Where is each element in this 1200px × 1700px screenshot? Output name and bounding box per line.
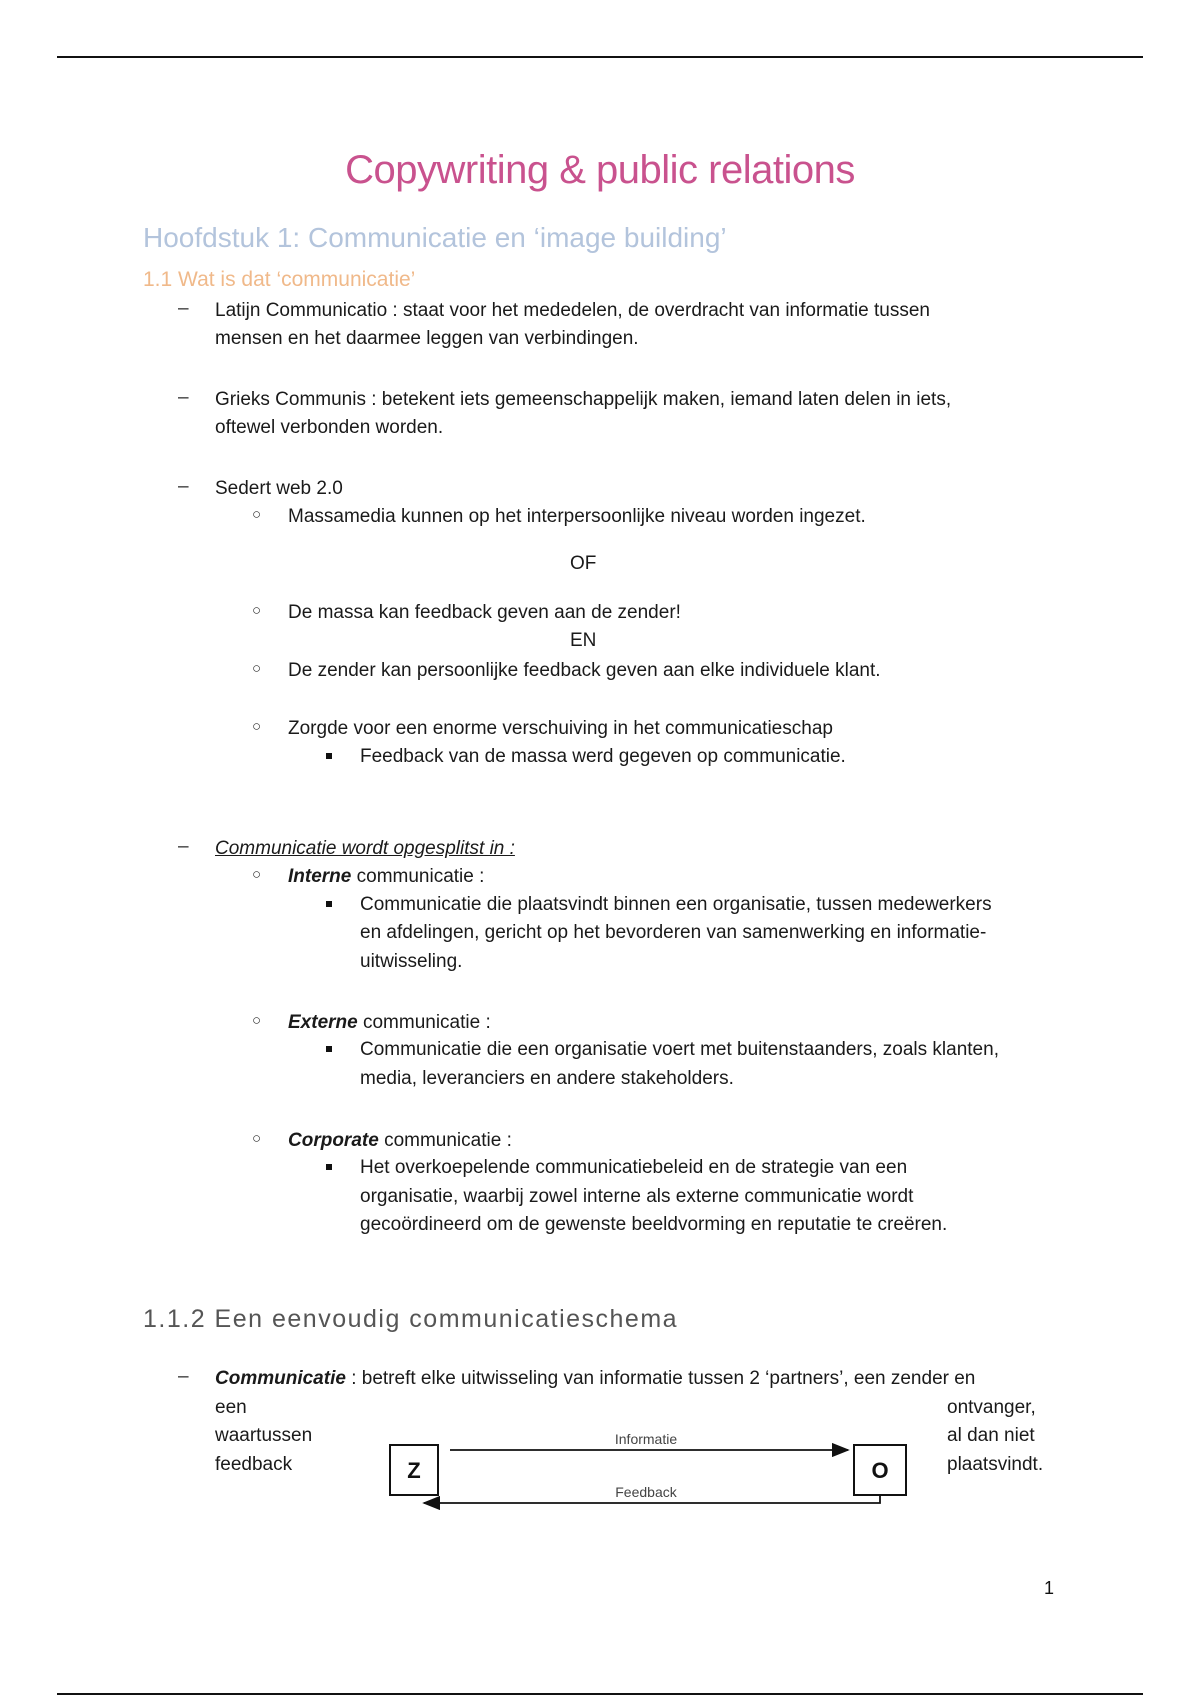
- corporate-desc-3: gecoördineerd om de gewenste beeldvorming en reputatie te creëren.: [360, 1214, 948, 1235]
- externe-desc-2: media, leveranciers en andere stakeholders.: [360, 1068, 734, 1089]
- top-rule: [57, 56, 1143, 58]
- web-label: Sedert web 2.0: [215, 478, 343, 499]
- schema-left-2: waartussen: [215, 1425, 313, 1446]
- circle-bullet: ○: [252, 1012, 262, 1029]
- corporate-heading: [288, 1127, 512, 1155]
- circle-bullet: ○: [252, 718, 262, 735]
- schema-rest: : betreft elke uitwisseling van informatie tussen 2 ‘partners’, een zender en: [345, 1368, 976, 1389]
- corporate-desc-1: Het overkoepelende communicatiebeleid en de strategie van een: [360, 1157, 908, 1178]
- web-item-2: De massa kan feedback geven aan de zender!: [288, 602, 681, 623]
- circle-bullet: ○: [252, 602, 262, 619]
- interne-rest: communicatie :: [351, 866, 485, 887]
- subsection-heading: 1.1.2 Een eenvoudig communicatieschema: [143, 1305, 679, 1333]
- information-label: Informatie: [614, 1431, 678, 1447]
- sender-label: Z: [407, 1458, 421, 1483]
- latijn-line-1: Latijn Communicatio : staat voor het mededelen, de overdracht van informatie tussen: [215, 300, 930, 321]
- square-bullet: [326, 1046, 332, 1052]
- externe-rest: communicatie :: [357, 1012, 491, 1033]
- corporate-term: Corporate: [288, 1130, 379, 1151]
- web-and: EN: [570, 630, 597, 651]
- corporate-desc-2: organisatie, waarbij zowel interne als externe communicatie wordt: [360, 1186, 914, 1207]
- circle-bullet: ○: [252, 866, 262, 883]
- dash-bullet: –: [178, 836, 189, 857]
- corporate-rest: communicatie :: [378, 1130, 512, 1151]
- schema-right-3: plaatsvindt.: [947, 1454, 1044, 1475]
- schema-left-1: een: [215, 1397, 247, 1418]
- communication-diagram: [380, 1425, 920, 1515]
- grieks-line-1: Grieks Communis : betekent iets gemeenschappelijk maken, iemand laten delen in iets,: [215, 389, 952, 410]
- web-item-1: Massamedia kunnen op het interpersoonlijke niveau worden ingezet.: [288, 506, 866, 527]
- circle-bullet: ○: [252, 506, 262, 523]
- interne-heading: [288, 863, 484, 891]
- schema-line-1: [215, 1365, 975, 1393]
- chapter-heading: Hoofdstuk 1: Communicatie en ‘image building’: [143, 222, 727, 253]
- square-bullet: [326, 901, 332, 907]
- split-label: Communicatie wordt opgesplitst in :: [215, 838, 515, 859]
- schema-term: Communicatie: [215, 1368, 346, 1389]
- receiver-label: O: [871, 1458, 889, 1483]
- latijn-line-2: mensen en het daarmee leggen van verbindingen.: [215, 328, 639, 349]
- schema-right-1: ontvanger,: [947, 1397, 1036, 1418]
- square-bullet: [326, 1164, 332, 1170]
- section-heading: 1.1 Wat is dat ‘communicatie’: [143, 268, 416, 291]
- externe-desc-1: Communicatie die een organisatie voert met buitenstaanders, zoals klanten,: [360, 1039, 999, 1060]
- schema-right-2: al dan niet: [947, 1425, 1035, 1446]
- interne-term: Interne: [288, 866, 352, 887]
- interne-desc-3: uitwisseling.: [360, 951, 463, 972]
- circle-bullet: ○: [252, 1130, 262, 1147]
- bottom-rule: [57, 1693, 1143, 1695]
- web-item-3: De zender kan persoonlijke feedback geven aan elke individuele klant.: [288, 660, 881, 681]
- interne-desc-2: en afdelingen, gericht op het bevorderen van samenwerking en informatie-: [360, 922, 987, 943]
- interne-desc-1: Communicatie die plaatsvindt binnen een organisatie, tussen medewerkers: [360, 894, 992, 915]
- externe-term: Externe: [288, 1012, 358, 1033]
- dash-bullet: –: [178, 476, 189, 497]
- externe-heading: [288, 1009, 491, 1037]
- dash-bullet: –: [178, 298, 189, 319]
- grieks-line-2: oftewel verbonden worden.: [215, 417, 444, 438]
- schema-left-3: feedback: [215, 1454, 293, 1475]
- feedback-label: Feedback: [615, 1484, 677, 1500]
- dash-bullet: –: [178, 387, 189, 408]
- dash-bullet: –: [178, 1366, 189, 1387]
- document-title: Copywriting & public relations: [345, 148, 855, 192]
- square-bullet: [326, 753, 332, 759]
- page-number: 1: [1044, 1578, 1055, 1598]
- circle-bullet: ○: [252, 660, 262, 677]
- web-item-4-sub: Feedback van de massa werd gegeven op communicatie.: [360, 746, 846, 767]
- web-item-4: Zorgde voor een enorme verschuiving in het communicatieschap: [288, 718, 833, 739]
- web-or: OF: [570, 553, 597, 574]
